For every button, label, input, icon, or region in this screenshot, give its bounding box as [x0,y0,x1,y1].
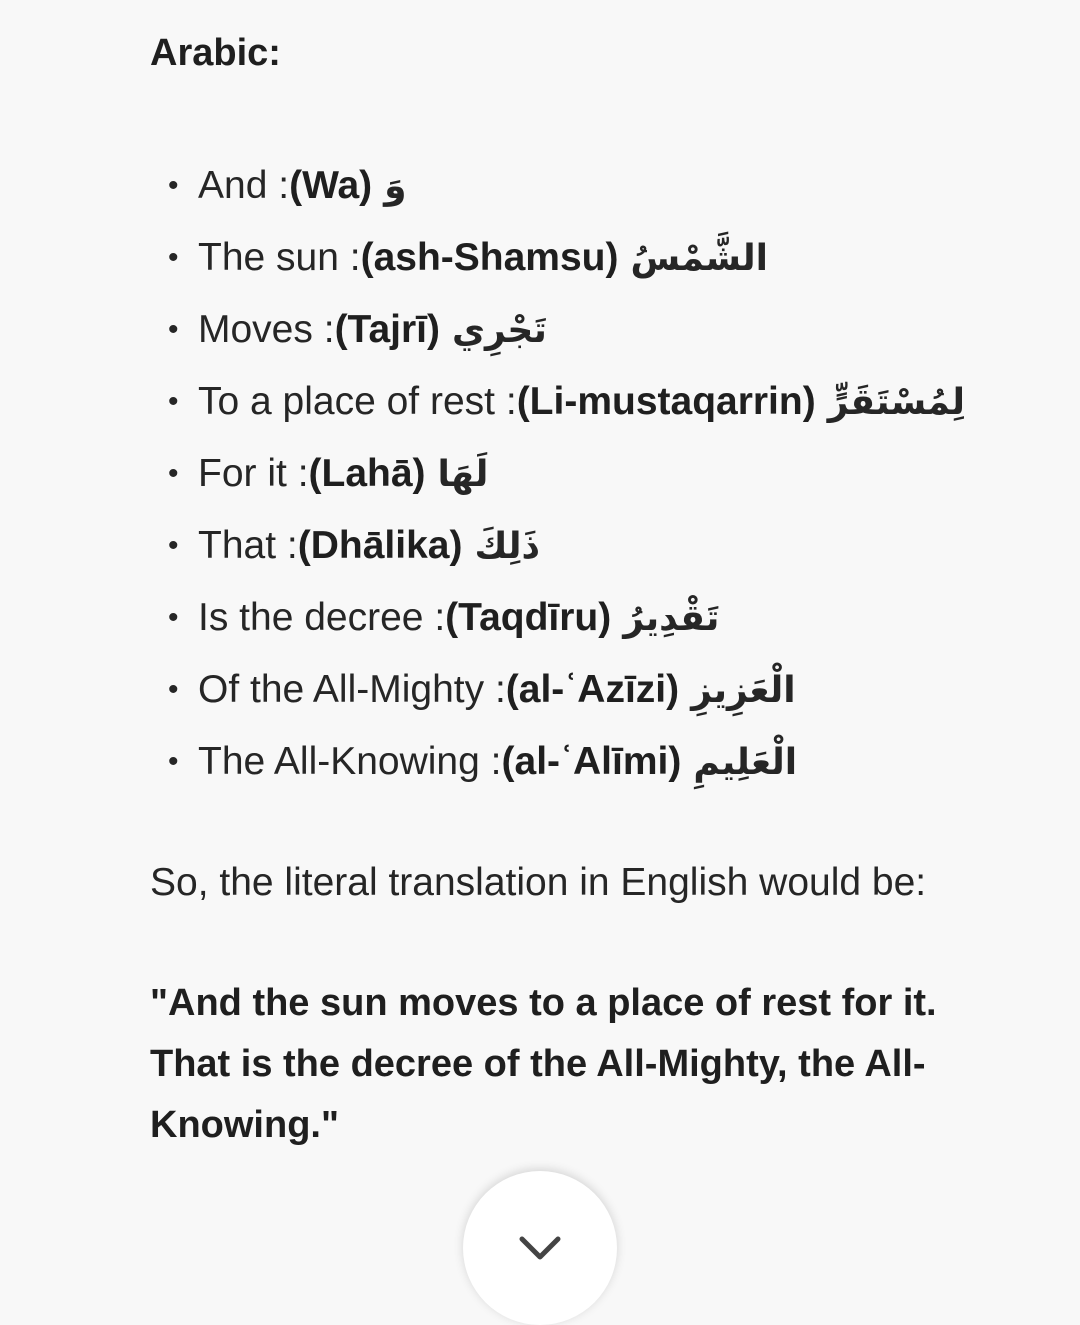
separator: : [490,740,502,783]
bullet: • [168,745,179,778]
bullet: • [168,241,179,274]
separator: : [494,668,506,711]
arabic-word: ذَلِكَ [474,526,540,567]
list-item [150,510,1000,582]
separator: : [505,380,517,423]
chevron-down-icon [516,1231,564,1261]
list-item [150,726,1000,798]
transliteration: (Wa) [289,164,373,207]
english-word: That [198,524,277,567]
separator: : [297,452,309,495]
transliteration: (Lahā) [308,452,426,495]
list-item [150,366,1000,438]
separator: : [349,236,361,279]
list-item [150,438,1000,510]
separator: : [278,164,290,207]
english-word: For it [198,452,287,495]
english-word: And [198,164,268,207]
bullet: • [168,457,179,490]
transliteration: (Taqdīru) [445,596,612,639]
list-item [150,150,1000,222]
list-item [150,582,1000,654]
list-item [150,222,1000,294]
section-heading: Arabic: [150,32,281,74]
separator: : [323,308,335,351]
transliteration: (Li-mustaqarrin) [516,380,816,423]
bullet: • [168,313,179,346]
transliteration: (Tajrī) [334,308,441,351]
english-word: Is the decree [198,596,424,639]
english-word: The sun [198,236,339,279]
arabic-word: تَجْرِي [452,310,547,351]
english-word: The All-Knowing [198,740,480,783]
scroll-down-button[interactable] [463,1171,617,1325]
chevron-down-icon-svg [516,1231,564,1261]
bullet: • [168,385,179,418]
english-word: To a place of rest [198,380,495,423]
arabic-word: لِمُسْتَقَرٍّ [827,382,965,423]
bullet: • [168,169,179,202]
transliteration: (al-ʿAlīmi) [501,740,682,783]
separator: : [434,596,446,639]
translation-intro: So, the literal translation in English would be: [150,861,927,904]
arabic-word: الشَّمْسُ [630,238,769,279]
list-item [150,654,1000,726]
list-item [150,294,1000,366]
arabic-word: وَ [384,166,407,207]
bullet: • [168,601,179,634]
bullet: • [168,529,179,562]
transliteration: (Dhālika) [297,524,463,567]
english-word: Of the All-Mighty [198,668,485,711]
transliteration: (al-ʿAzīzi) [505,668,680,711]
transliteration: (ash-Shamsu) [360,236,619,279]
bullet: • [168,673,179,706]
word-list [150,150,1000,798]
translation-quote: "And the sun moves to a place of rest for it. That is the decree of the All-Mighty, the All-Knowing." [150,982,937,1146]
arabic-word: لَهَا [437,454,489,495]
english-word: Moves [198,308,313,351]
message-content [150,28,1000,1156]
arabic-word: تَقْدِيرُ [623,598,720,639]
arabic-word: الْعَزِيزِ [691,670,796,711]
arabic-word: الْعَلِيمِ [693,742,798,783]
separator: : [286,524,298,567]
